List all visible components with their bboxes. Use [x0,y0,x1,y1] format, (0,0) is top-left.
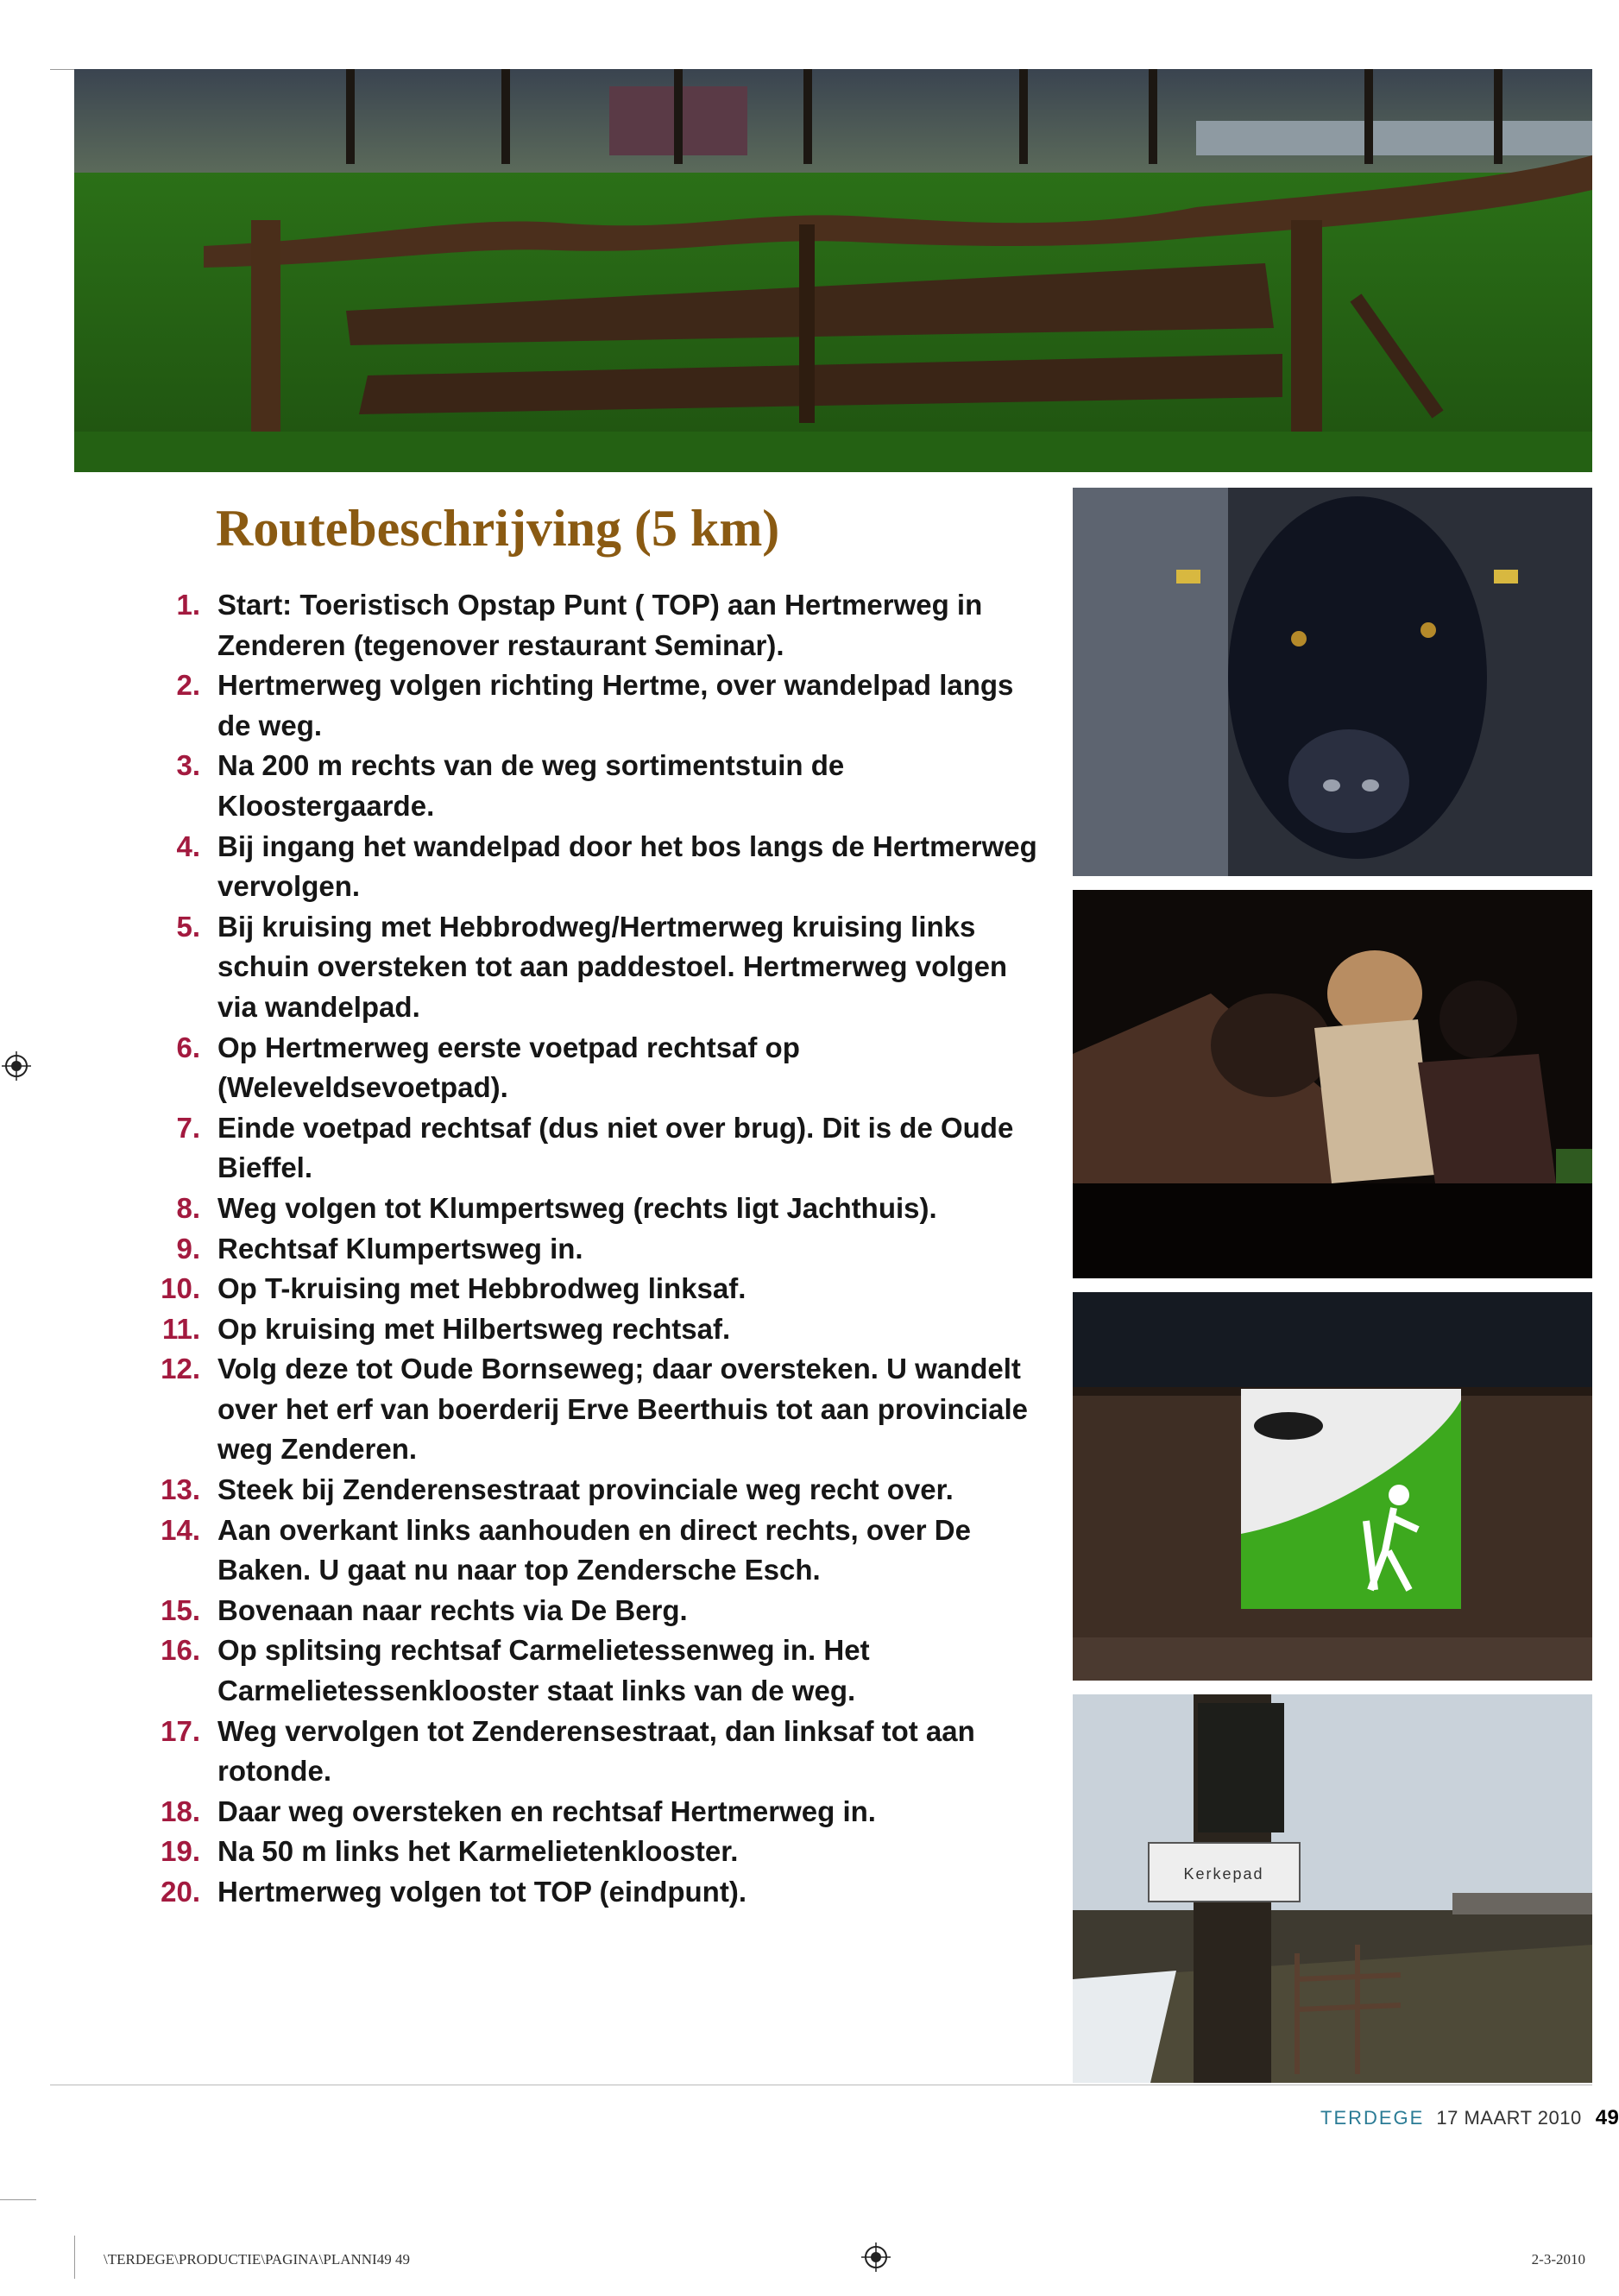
route-step [147,1309,1044,1350]
step-number: 16. [161,1634,200,1667]
route-step [147,1872,1044,1913]
route-step [147,1792,1044,1832]
route-step [147,1229,1044,1270]
step-text: Hertmerweg volgen richting Hertme, over wandelpad langs de weg. [217,669,1014,741]
step-text: Steek bij Zenderensestraat provinciale weg recht over. [217,1473,954,1506]
step-number: 12. [161,1353,200,1385]
kerkepad-sign-text: Kerkepad [1183,1865,1264,1883]
route-step [147,1470,1044,1511]
step-text: Einde voetpad rechtsaf (dus niet over brug). Dit is de Oude Bieffel. [217,1111,1014,1184]
photo-sheep [1073,488,1592,876]
step-number: 9. [176,1232,200,1265]
registration-mark-icon [2,1051,31,1081]
step-number: 3. [176,749,200,782]
step-number: 14. [161,1513,200,1546]
bottom-trim-mark [0,2199,36,2200]
photo-walking-route-sign [1073,1292,1592,1681]
photo-praying-nuns [1073,890,1592,1278]
step-text: Bovenaan naar rechts via De Berg. [217,1593,688,1626]
step-number: 20. [161,1876,200,1908]
slug-trim-mark [74,2236,75,2279]
step-text: Weg volgen tot Klumpertsweg (rechts ligt Jachthuis). [217,1191,937,1224]
step-text: Rechtsaf Klumpertsweg in. [217,1232,583,1265]
footer-date: 17 MAART 2010 [1436,2107,1582,2129]
route-step [147,907,1044,1028]
page-footer [1320,2106,1619,2130]
print-slug-path: \TERDEGE\PRODUCTIE\PAGINA\PLANNI49 49 [104,2251,410,2268]
step-number: 18. [161,1795,200,1827]
step-number: 11. [161,1312,200,1345]
route-step [147,1028,1044,1108]
step-number: 8. [176,1191,200,1224]
route-step [147,1269,1044,1309]
step-text: Daar weg oversteken en rechtsaf Hertmerweg in. [217,1795,876,1827]
step-text: Na 50 m links het Karmelietenklooster. [217,1835,739,1868]
step-number: 5. [176,910,200,943]
route-steps-list [147,585,1044,1913]
step-text: Op Hertmerweg eerste voetpad rechtsaf op (Weleveldsevoetpad). [217,1031,800,1104]
step-number: 4. [176,829,200,862]
step-number: 10. [161,1272,200,1305]
route-step [147,1832,1044,1872]
route-step [147,585,1044,665]
step-text: Na 200 m rechts van de weg sortimentstuin de Kloostergaarde. [217,749,845,822]
route-step [147,1189,1044,1229]
route-title: Routebeschrijving (5 km) [216,500,780,557]
page-number: 49 [1595,2106,1619,2129]
step-number: 17. [161,1714,200,1747]
step-text: Volg deze tot Oude Bornseweg; daar oversteken. U wandelt over het erf van boerderij Erve Beerthuis tot aan provinciale weg Zenderen. [217,1353,1028,1466]
step-number: 6. [176,1031,200,1063]
route-step [147,1631,1044,1711]
step-text: Op kruising met Hilbertsweg rechtsaf. [217,1312,731,1345]
step-number: 13. [161,1473,200,1506]
route-step [147,746,1044,826]
step-number: 2. [176,669,200,702]
step-text: Bij kruising met Hebbrodweg/Hertmerweg kruising links schuin oversteken tot aan paddestoel. Hertmerweg volgen via wandelpad. [217,910,1008,1023]
step-text: Hertmerweg volgen tot TOP (eindpunt). [217,1876,747,1908]
route-step [147,827,1044,907]
route-step [147,1349,1044,1470]
step-text: Start: Toeristisch Opstap Punt ( TOP) aan Hertmerweg in Zenderen (tegenover restaurant Seminar). [217,589,983,661]
registration-mark-icon [861,2242,891,2272]
print-slug-date: 2-3-2010 [1531,2251,1585,2268]
step-text: Bij ingang het wandelpad door het bos langs de Hertmerweg vervolgen. [217,829,1037,903]
step-number: 15. [161,1593,200,1626]
photo-kerkepad-sign [1073,1694,1592,2083]
route-step [147,1712,1044,1792]
hero-photo-fence-meadow [74,69,1592,472]
step-text: Weg vervolgen tot Zenderensestraat, dan linksaf tot aan rotonde. [217,1714,975,1788]
route-step [147,1511,1044,1591]
footer-brand: TERDEGE [1320,2107,1425,2129]
step-number: 1. [176,589,200,621]
step-number: 7. [176,1111,200,1144]
step-text: Op T-kruising met Hebbrodweg linksaf. [217,1272,747,1305]
route-step [147,665,1044,746]
step-number: 19. [161,1835,200,1868]
top-trim-mark [50,69,76,70]
route-step [147,1591,1044,1631]
route-step [147,1108,1044,1189]
step-text: Aan overkant links aanhouden en direct rechts, over De Baken. U gaat nu naar top Zendersche Esch. [217,1513,971,1586]
step-text: Op splitsing rechtsaf Carmelietessenweg in. Het Carmelietessenklooster staat links van de weg. [217,1634,870,1707]
